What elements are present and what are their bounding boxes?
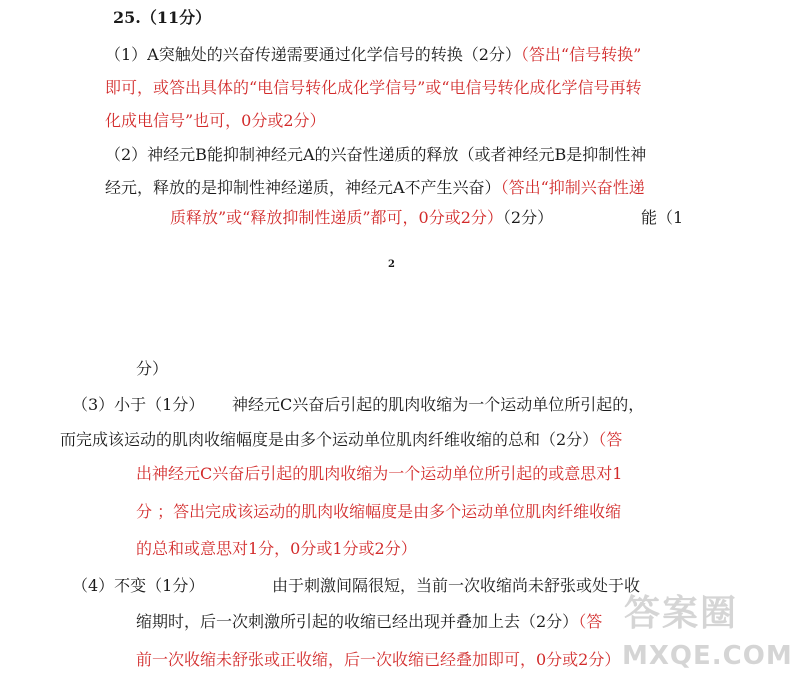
part3-scoring-note: （答 xyxy=(598,430,623,449)
part3-line5: 的总和或意思对1分，0分或1分或2分） xyxy=(136,539,417,558)
part4-answer: （4）不变（1分） xyxy=(72,576,205,595)
watermark-site-text: MXQE.COM xyxy=(622,641,793,671)
part3-line3: 出神经元C兴奋后引起的肌肉收缩为一个运动单位所引起的或意思对1 xyxy=(136,464,623,483)
watermark-main-text: 答案圈 xyxy=(624,593,739,634)
part2-scoring-note: （答出“抑制兴奋性递 xyxy=(500,178,645,197)
part2-line3 xyxy=(170,206,553,230)
part3-line1 xyxy=(72,393,204,417)
part1-line2: 即可，或答出具体的“电信号转化成化学信号”或“电信号转化成化学信号再转 xyxy=(105,78,642,97)
part1-line1 xyxy=(105,43,641,67)
part3-line4: 分 ；答出完成该运动的肌肉收缩幅度是由多个运动单位肌肉纤维收缩 xyxy=(136,502,622,521)
part4-line3: 前一次收缩未舒张或正收缩，后一次收缩已经叠加即可，0分或2分） xyxy=(136,650,621,669)
part2-score: （2分） xyxy=(502,208,554,227)
part4-line2 xyxy=(136,610,602,634)
page-number: 2 xyxy=(388,259,395,270)
part2-line4: 分） xyxy=(136,359,169,378)
part4-explanation: 由于刺激间隔很短，当前一次收缩尚未舒张或处于收 xyxy=(272,576,641,595)
part3-explanation-cont: 而完成该运动的肌肉收缩幅度是由多个运动单位肌肉纤维收缩的总和（2分） xyxy=(60,430,599,449)
part4-explanation-cont: 缩期时，后一次刺激所引起的收缩已经出现并叠加上去（2分） xyxy=(136,612,579,631)
watermark-logo xyxy=(622,585,792,680)
part3-line2 xyxy=(60,428,622,452)
part2-line2 xyxy=(105,176,645,200)
part1-scoring-note: （答出“信号转换” xyxy=(520,45,642,64)
part2-tail: 能（1 xyxy=(641,208,684,227)
question-title: 25.（11分） xyxy=(113,8,212,27)
part2-scoring-note-cont: 质释放”或“释放抑制性递质”都可，0分或2分） xyxy=(170,208,503,227)
part3-explanation: 神经元C兴奋后引起的肌肉收缩为一个运动单位所引起的， xyxy=(232,395,645,414)
part2-answer-cont: 经元，释放的是抑制性神经递质，神经元A不产生兴奋） xyxy=(105,178,501,197)
part1-line3: 化成电信号”也可，0分或2分） xyxy=(105,111,326,130)
part4-scoring-note: （答 xyxy=(578,612,603,631)
part3-answer: （3）小于（1分） xyxy=(72,395,205,414)
part1-answer: （1）A突触处的兴奋传递需要通过化学信号的转换（2分） xyxy=(105,45,521,64)
part2-line1: （2）神经元B能抑制神经元A的兴奋性递质的释放（或者神经元B是抑制性神 xyxy=(105,145,647,164)
